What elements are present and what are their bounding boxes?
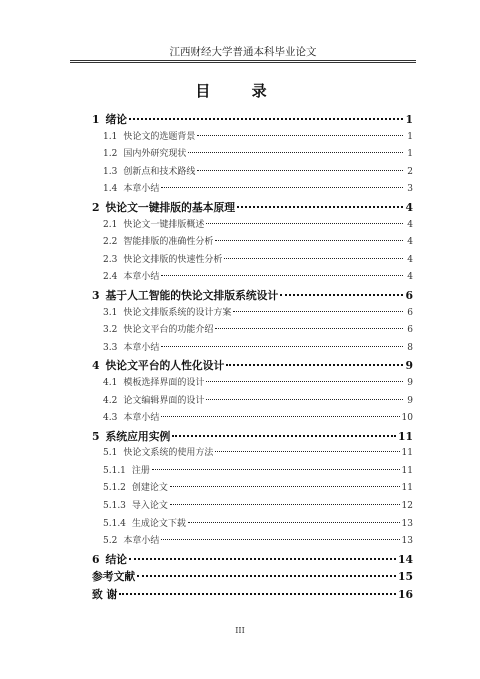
toc-entry-title: 注册 [131,465,150,476]
toc-entry-title: 本章小结 [123,184,160,195]
toc-entry-number: 6 [92,552,100,566]
toc-entry-page: 9 [405,359,413,373]
toc-dot-leader [161,275,403,276]
toc-entry-number: 2.4 [103,272,118,283]
toc-entry-title: 生成论文下载 [131,518,186,529]
toc-entry-page: 11 [401,483,413,494]
toc-entry-title: 本章小结 [123,536,160,547]
toc-entry-page: 1 [407,131,413,142]
toc-entry-page: 3 [407,184,413,195]
toc-entry [92,410,413,428]
toc-entry-page: 15 [397,570,413,584]
toc-entry-title: 创新点和技术路线 [123,166,196,177]
toc-entry-page: 1 [407,149,413,160]
toc-dot-leader [170,504,400,505]
toc-entry-title: 快论文排版系统的设计方案 [123,307,232,318]
toc-title: 目 录 [195,82,285,100]
toc-entry [92,269,413,287]
toc-entry-number: 2.1 [103,219,118,230]
toc-dot-leader [129,118,403,120]
toc-entry [92,287,413,305]
toc-dot-leader [233,311,403,312]
header-rule-thin [70,62,416,63]
toc-entry [92,340,413,358]
toc-entry [92,111,413,129]
toc-dot-leader [197,135,403,136]
toc-entry-title: 快论文平台的功能介绍 [123,325,214,336]
toc-entry-number: 4.3 [103,413,118,424]
toc-entry-number: 5.1 [103,448,118,459]
toc-dot-leader [119,593,396,595]
toc-dot-leader [161,187,403,188]
toc-entry-page: 6 [405,288,413,302]
toc-entry-title: 模板选择界面的设计 [123,377,205,388]
toc-entry-number: 5.1.1 [103,465,126,476]
toc-dot-leader [129,558,396,560]
toc-entry-page: 9 [407,377,413,388]
toc-entry-number: 1.3 [103,166,118,177]
toc-entry-page: 4 [407,219,413,230]
toc-dot-leader [188,152,403,153]
toc-dot-leader [161,346,403,347]
toc-entry [92,498,413,516]
toc-entry-number: 5.1.3 [103,501,126,512]
toc-entry-number: 1 [92,113,100,126]
toc-entry [92,129,413,147]
toc-entry-number: 5.2 [103,536,118,547]
toc-entry [92,181,413,199]
toc-entry [92,586,413,604]
toc-entry-title: 导入论文 [131,501,168,512]
toc-entry-title: 参考文献 [92,570,136,584]
toc-entry-number: 1.1 [103,131,118,142]
toc-entry-title: 绪论 [105,113,128,126]
toc-dot-leader [188,522,400,523]
toc-entry-number: 5.1.2 [103,483,126,494]
toc-dot-leader [137,575,396,577]
table-of-contents [92,111,413,604]
toc-entry-number: 4 [92,359,100,373]
toc-entry-number: 3.3 [103,342,118,353]
toc-dot-leader [215,451,399,452]
toc-entry-title: 论文编辑界面的设计 [123,395,205,406]
toc-entry-number: 5 [92,429,100,443]
toc-entry-page: 2 [407,166,413,177]
toc-entry-page: 6 [407,307,413,318]
toc-entry [92,375,413,393]
toc-entry-title: 快论文一键排版的基本原理 [105,200,236,214]
toc-entry-title: 国内外研究现状 [123,149,187,160]
toc-entry-page: 12 [401,501,413,512]
header-rule [70,60,416,61]
toc-entry-page: 11 [397,429,413,443]
toc-entry-page: 4 [405,200,413,214]
toc-dot-leader [237,206,403,208]
toc-entry [92,516,413,534]
toc-entry-page: 11 [401,448,413,459]
toc-entry [92,252,413,270]
toc-dot-leader [215,328,403,329]
toc-entry-title: 快论文一键排版概述 [123,219,205,230]
toc-entry [92,322,413,340]
toc-dot-leader [224,258,403,259]
toc-dot-leader [152,469,400,470]
toc-entry [92,463,413,481]
toc-entry-title: 致 谢 [92,588,118,602]
toc-dot-leader [172,435,396,437]
toc-entry-number: 2.3 [103,254,118,265]
toc-entry [92,428,413,446]
toc-entry-title: 快论文的选题背景 [123,131,196,142]
toc-entry-title: 快论文系统的使用方法 [123,448,214,459]
toc-entry-page: 4 [407,254,413,265]
toc-entry-number: 3.1 [103,307,118,318]
page-number: III [235,626,245,635]
toc-entry-title: 本章小结 [123,272,160,283]
toc-entry-page: 1 [405,113,413,126]
toc-entry-page: 8 [407,342,413,353]
toc-entry-number: 3 [92,288,100,302]
toc-entry-page: 14 [397,552,413,566]
toc-entry-title: 快论文平台的人性化设计 [105,359,225,373]
toc-entry [92,393,413,411]
toc-entry-page: 13 [401,536,413,547]
toc-entry-number: 2.2 [103,237,118,248]
toc-entry [92,568,413,586]
toc-entry [92,234,413,252]
toc-entry-title: 基于人工智能的快论文排版系统设计 [105,288,279,302]
toc-dot-leader [206,381,403,382]
toc-dot-leader [170,486,400,487]
toc-dot-leader [215,240,403,241]
toc-dot-leader [197,170,403,171]
toc-entry-number: 2 [92,200,100,214]
toc-dot-leader [226,364,403,366]
toc-entry-page: 13 [401,518,413,529]
toc-entry-page: 16 [397,588,413,602]
toc-entry-page: 4 [407,237,413,248]
running-header: 江西财经大学普通本科毕业论文 [169,46,317,58]
toc-entry [92,533,413,551]
toc-entry-page: 6 [407,325,413,336]
toc-entry-title: 系统应用实例 [105,429,171,443]
toc-entry-page: 9 [407,395,413,406]
toc-entry-page: 4 [407,272,413,283]
toc-entry [92,305,413,323]
toc-dot-leader [280,294,403,296]
toc-entry-title: 结论 [105,552,128,566]
toc-entry-number: 1.2 [103,149,118,160]
toc-entry [92,357,413,375]
toc-entry-number: 3.2 [103,325,118,336]
toc-entry-title: 本章小结 [123,413,160,424]
toc-entry-number: 5.1.4 [103,518,126,529]
toc-entry-number: 4.1 [103,377,118,388]
toc-entry-title: 快论文排版的快速性分析 [123,254,223,265]
toc-entry-number: 1.4 [103,184,118,195]
toc-entry-number: 4.2 [103,395,118,406]
toc-entry-title: 本章小结 [123,342,160,353]
toc-entry-title: 创建论文 [131,483,168,494]
toc-dot-leader [161,539,399,540]
toc-entry [92,164,413,182]
toc-entry [92,199,413,217]
toc-entry [92,146,413,164]
toc-entry [92,480,413,498]
toc-entry-page: 10 [401,413,413,424]
toc-dot-leader [206,223,403,224]
toc-entry-page: 11 [401,465,413,476]
toc-entry [92,217,413,235]
toc-entry [92,551,413,569]
toc-dot-leader [161,416,399,417]
toc-entry-title: 智能排版的准确性分析 [123,237,214,248]
toc-entry [92,445,413,463]
toc-dot-leader [206,399,403,400]
